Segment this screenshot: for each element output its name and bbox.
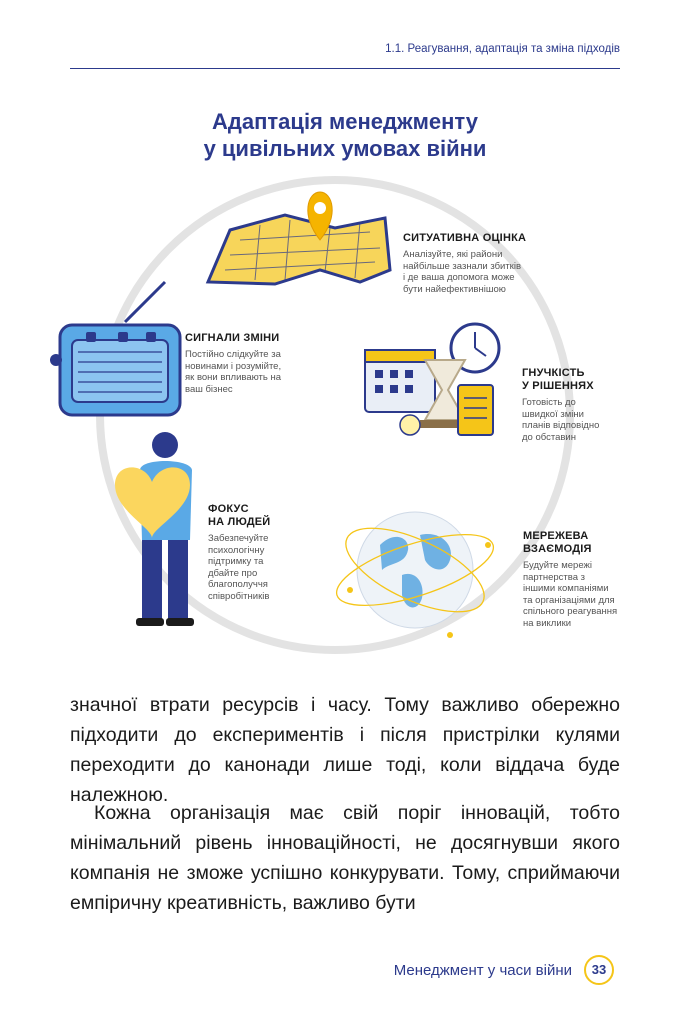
page-title — [0, 108, 690, 162]
callout-heading — [522, 367, 599, 393]
callout-heading: СИГНАЛИ ЗМІНИ — [185, 332, 280, 344]
callout-line: спільного реагування — [523, 606, 618, 617]
callout-network-interaction — [523, 530, 617, 629]
section-header: 1.1. Реагування, адаптація та зміна підходів — [385, 43, 620, 55]
callout-line: бути найефективнішою — [403, 283, 506, 295]
callout-line: підтримку та — [208, 556, 264, 567]
callout-line: Забезпечуйте — [208, 533, 269, 544]
infographic — [30, 170, 660, 670]
callout-line: Будуйте мережі — [523, 560, 592, 571]
title-line-2: у цивільних умовах війни — [203, 136, 487, 161]
callout-line: психологічну — [208, 544, 265, 556]
callout-heading-line: НА ЛЮДЕЙ — [208, 516, 271, 528]
callout-signals-of-change — [185, 332, 281, 395]
callout-heading-line: ВЗАЄМОДІЯ — [523, 543, 592, 555]
footer-title: Менеджмент у часи війни — [393, 962, 572, 979]
callout-line: Постійно слідкуйте за — [185, 349, 281, 360]
callout-line: як вони впливають на — [185, 372, 282, 383]
callout-heading-line: ФОКУС — [208, 503, 249, 515]
callout-heading-line: ГНУЧКІСТЬ — [522, 367, 585, 379]
callout-heading — [523, 530, 617, 556]
body-paragraph-2: Кожна організація має свій поріг інновацій, тобто мінімальний рівень інноваційності, не досягнувши якого компанія не зможе успішно конкурувати. Тому, сприймаючи емпіричну креативність, важливо бути — [70, 802, 620, 914]
callout-description — [208, 533, 270, 602]
callout-heading-line: МЕРЕЖЕВА — [523, 530, 589, 542]
callout-description — [185, 349, 281, 395]
callout-line: благополуччя — [208, 579, 268, 590]
callout-line: Готовість до — [522, 397, 576, 408]
header-divider — [70, 68, 620, 69]
hourglass-calendar-icon — [365, 324, 499, 435]
callout-line: дбайте про — [208, 567, 258, 579]
callout-line: іншими компаніями — [523, 583, 609, 594]
title-line-1: Адаптація менеджменту — [212, 109, 478, 134]
callout-line: ваш бізнес — [185, 383, 233, 395]
callout-line: та організаціями для — [523, 594, 615, 606]
callout-line: швидкої зміни — [522, 408, 584, 420]
callout-line: і де ваша допомога може — [403, 272, 515, 283]
callout-line: новинами і розумійте, — [185, 360, 282, 372]
callout-description — [522, 397, 599, 443]
callout-line: до обставин — [522, 431, 576, 443]
page-number: 33 — [584, 955, 614, 985]
callout-line: на виклики — [523, 617, 572, 629]
callout-description — [403, 249, 526, 295]
callout-situational-assessment — [403, 232, 526, 295]
callout-heading — [208, 503, 270, 529]
callout-line: планів відповідно — [522, 420, 600, 431]
callout-line: партнерства з — [523, 571, 585, 583]
radio-icon — [50, 282, 180, 415]
callout-line: Аналізуйте, які райони — [403, 249, 503, 260]
callout-line: найбільше зазнали збитків — [403, 260, 521, 272]
globe-network-icon — [329, 511, 501, 638]
body-paragraph-1: значної втрати ресурсів і часу. Тому важливо обережно підходити до експериментів і після пристрілки кулями переходити до канонади лише тоді, коли віддача буде належною. — [70, 694, 620, 806]
callout-flexibility — [522, 367, 599, 443]
callout-people-focus — [208, 503, 270, 602]
callout-heading-line: У РІШЕННЯХ — [522, 380, 594, 392]
callout-description — [523, 560, 617, 629]
callout-heading: СИТУАТИВНА ОЦІНКА — [403, 232, 527, 244]
callout-line: співробітників — [208, 590, 270, 602]
